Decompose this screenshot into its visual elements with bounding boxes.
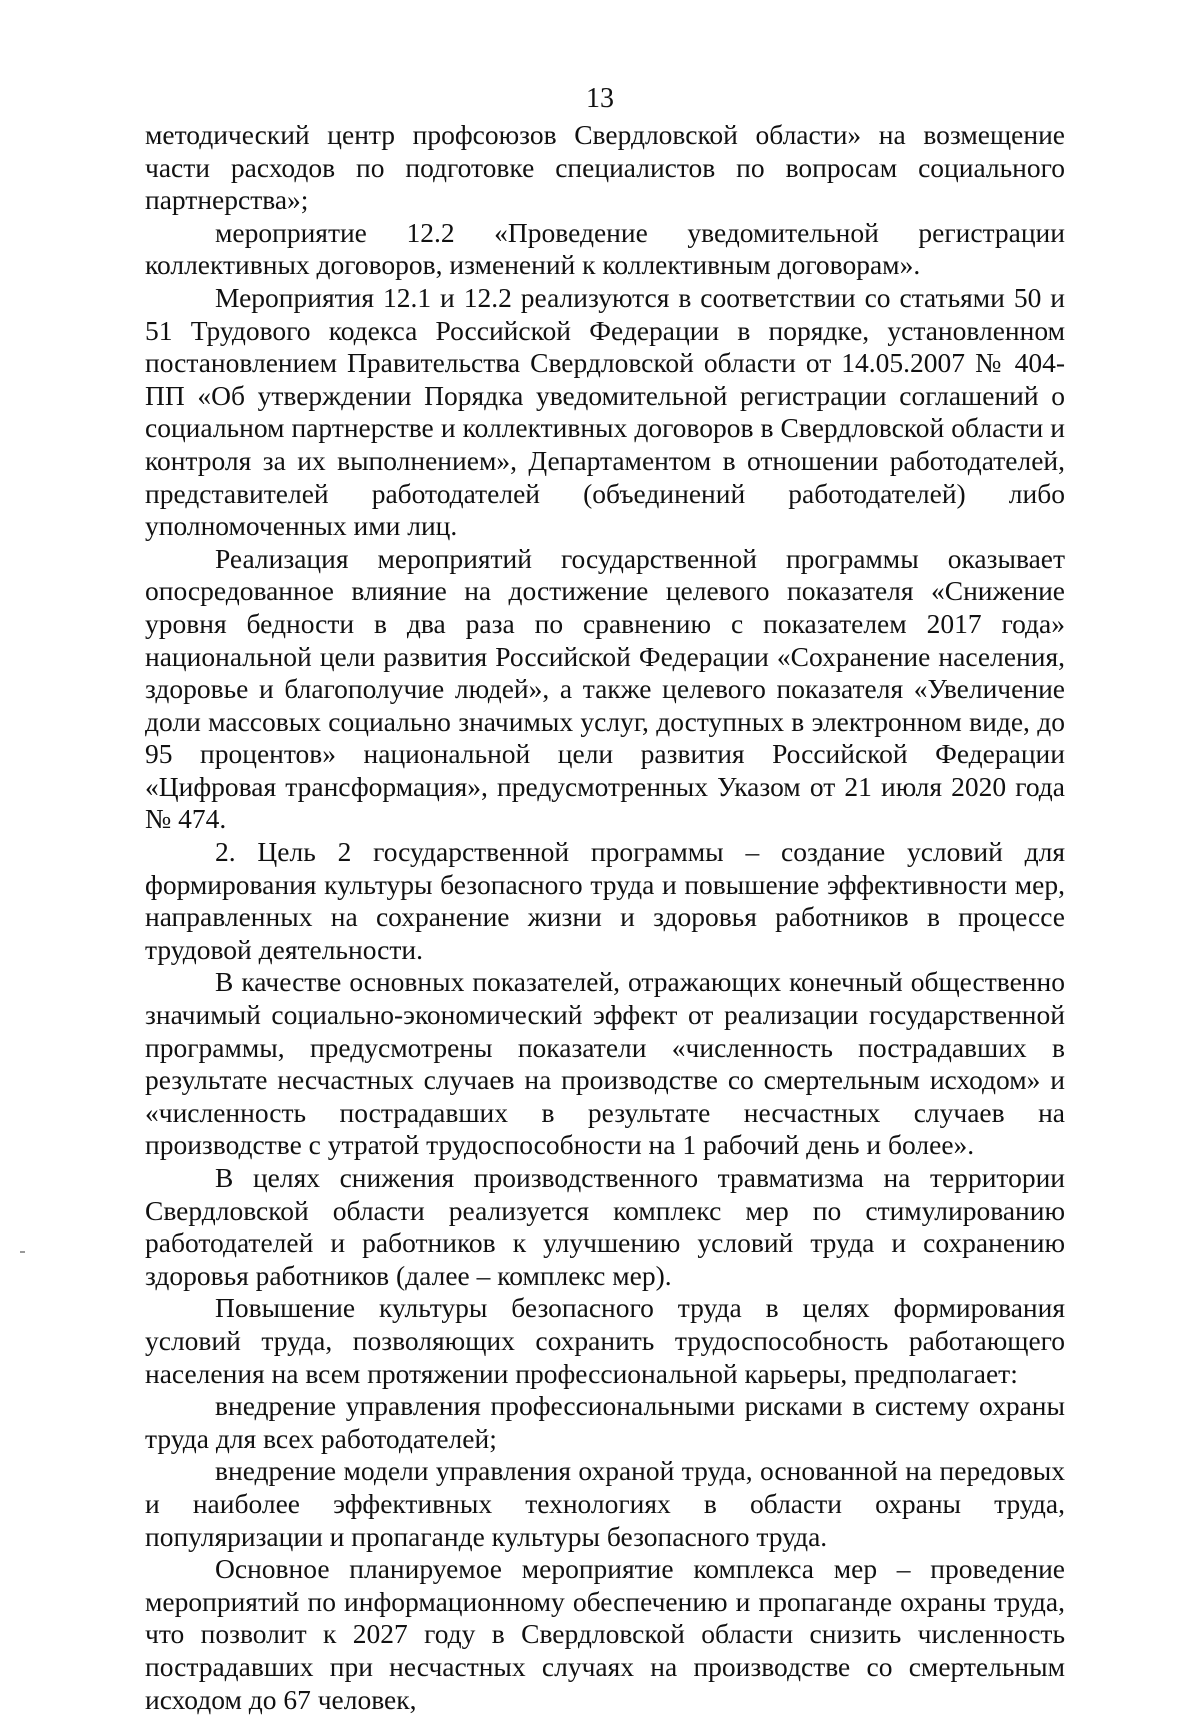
- scan-margin-mark: [20, 1251, 25, 1253]
- paragraph-measures-implementation: Мероприятия 12.1 и 12.2 реализуются в соответствии со статьями 50 и 51 Трудового кодекса Российской Федерации в порядке, установленном постановлением Правительства Свердловской области от 14.05.2007 № 404-ПП «Об утверждении Порядка уведомительной регистрации соглашений о социальном партнерстве и коллективных договоров в Свердловской области и контроля за их выполнением», Департаментом в отношении работодателей, представителей работодателей (объединений работодателей) либо уполномоченных ими лиц.: [145, 281, 1065, 542]
- paragraph-safety-culture: Повышение культуры безопасного труда в целях формирования условий труда, позволяющих сохранить трудоспособность работающего населения на всем протяжении профессиональной карьеры, предполагает:: [145, 1292, 1065, 1389]
- paragraph-continuation: методический центр профсоюзов Свердловской области» на возмещение части расходов по подготовке специалистов по вопросам социального партнерства»;: [145, 119, 1065, 216]
- document-body: [145, 119, 1065, 1716]
- paragraph-main-indicators: В качестве основных показателей, отражающих конечный общественно значимый социально-экономический эффект от реализации государственной программы, предусмотрены показатели «численность пострадавших в результате несчастных случаев на производстве со смертельным исходом» и «численность пострадавших в результате несчастных случаев на производстве с утратой трудоспособности на 1 рабочий день и более».: [145, 966, 1065, 1161]
- paragraph-main-activity: Основное планируемое мероприятие комплекса мер – проведение мероприятий по информационному обеспечению и пропаганде охраны труда, что позволит к 2027 году в Свердловской области снизить численность пострадавших при несчастных случаях на производстве со смертельным исходом до 67 человек,: [145, 1553, 1065, 1715]
- paragraph-risk-management: внедрение управления профессиональными рисками в систему охраны труда для всех работодателей;: [145, 1390, 1065, 1454]
- paragraph-injury-reduction: В целях снижения производственного травматизма на территории Свердловской области реализуется комплекс мер по стимулированию работодателей и работников к улучшению условий труда и сохранению здоровья работников (далее – комплекс мер).: [145, 1162, 1065, 1291]
- paragraph-management-model: внедрение модели управления охраной труда, основанной на передовых и наиболее эффективных технологиях в области охраны труда, популяризации и пропаганде культуры безопасного труда.: [145, 1455, 1065, 1552]
- paragraph-measure-12-2: мероприятие 12.2 «Проведение уведомительной регистрации коллективных договоров, изменений к коллективным договорам».: [145, 216, 1065, 281]
- paragraph-program-influence: Реализация мероприятий государственной программы оказывает опосредованное влияние на достижение целевого показателя «Снижение уровня бедности в два раза по сравнению с показателем 2017 года» национальной цели развития Российской Федерации «Сохранение населения, здоровье и благополучие людей», а также целевого показателя «Увеличение доли массовых социально значимых услуг, доступных в электронном виде, до 95 процентов» национальной цели развития Российской Федерации «Цифровая трансформация», предусмотренных Указом от 21 июля 2020 года № 474.: [145, 542, 1065, 835]
- paragraph-goal-2: 2. Цель 2 государственной программы – создание условий для формирования культуры безопасного труда и повышение эффективности мер, направленных на сохранение жизни и здоровья работников в процессе трудовой деятельности.: [145, 836, 1065, 965]
- page-number: 13: [586, 83, 614, 114]
